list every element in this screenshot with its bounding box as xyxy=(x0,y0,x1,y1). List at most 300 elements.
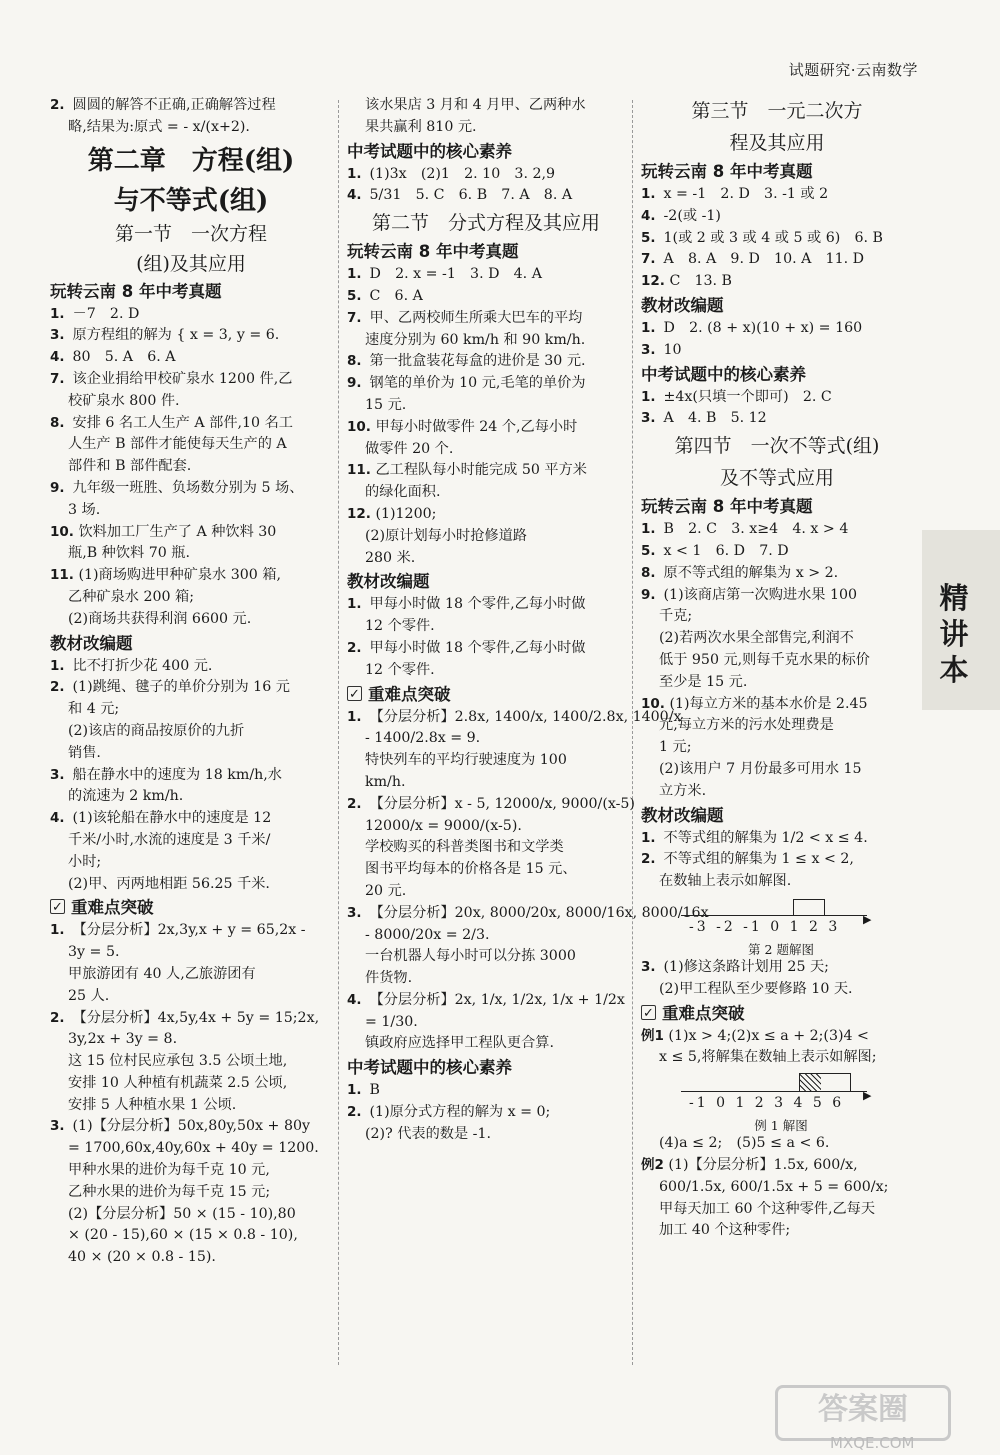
answer-text: 教材改编题 xyxy=(347,572,430,592)
answer-line xyxy=(50,543,332,565)
section-heading xyxy=(641,159,913,184)
answer-text: 的绿化面积. xyxy=(365,484,441,501)
section-heading xyxy=(50,631,332,656)
answer-line xyxy=(50,1095,332,1117)
answer-line xyxy=(347,750,625,772)
answer-text: 【分层分析】2.8x, 1400/x, 1400/2.8x, 1400/x xyxy=(369,708,682,725)
answer-line xyxy=(641,759,913,781)
answer-text: 的流速为 2 km/h. xyxy=(68,788,184,805)
question-number: 3. xyxy=(641,341,656,358)
answer-line xyxy=(50,1160,332,1182)
checkbox-icon xyxy=(641,1005,656,1020)
answer-text: 安排 10 人种植有机蔬菜 2.5 公顷, xyxy=(68,1074,288,1091)
question-number: 10. xyxy=(641,695,665,712)
answer-line xyxy=(347,616,625,638)
column-divider xyxy=(632,100,633,1365)
answer-text: (1)【分层分析】1.5x, 600/x, xyxy=(668,1156,858,1173)
answer-text: 做零件 20 个. xyxy=(365,440,454,457)
question-number: 3. xyxy=(641,958,656,975)
answer-line xyxy=(50,1008,332,1030)
answer-text: 乙工程队每小时能完成 50 平方米 xyxy=(375,462,587,479)
answer-text: 钢笔的单价为 10 元,毛笔的单价为 xyxy=(369,375,586,392)
answer-line xyxy=(50,920,332,942)
section-heading xyxy=(641,362,913,387)
number-line-ticks: -1 0 1 2 3 4 5 6 xyxy=(689,1095,845,1112)
answer-text: 10 xyxy=(663,341,682,358)
answer-text: D 2. x = -1 3. D 4. A xyxy=(369,266,542,283)
answer-text: 瓶,B 种饮料 70 瓶. xyxy=(68,545,190,562)
answer-line xyxy=(50,699,332,721)
answer-text: (1)x > 4;(2)x ≤ a + 2;(3)4 < xyxy=(668,1027,869,1044)
answer-text: 40 × (20 × 0.8 - 15). xyxy=(68,1249,216,1266)
answer-text: (1)3x (2)1 2. 10 3. 2,9 xyxy=(369,165,556,182)
answer-line xyxy=(347,264,625,286)
answer-line xyxy=(347,1012,625,1034)
question-number: 3. xyxy=(50,327,65,344)
answer-line xyxy=(641,318,913,340)
answer-text: C 6. A xyxy=(369,287,423,304)
answer-text: (组)及其应用 xyxy=(136,252,246,275)
answer-text: B 2. C 3. x≥4 4. x > 4 xyxy=(663,521,849,538)
solution-range-mark xyxy=(793,899,825,916)
answer-column-1 xyxy=(50,95,332,1269)
number-line-ticks: -3 -2 -1 0 1 2 3 xyxy=(689,918,841,935)
chapter-title xyxy=(641,462,913,494)
answer-text: 一台机器人每小时可以分拣 3000 xyxy=(365,948,576,965)
answer-text: 在数轴上表示如解图. xyxy=(659,873,792,890)
number-line-figure xyxy=(681,893,881,957)
solution-hatch xyxy=(799,1073,821,1091)
answer-text: 略,结果为:原式 = - x/(x+2). xyxy=(68,118,250,135)
answer-text: 第三节 一元二次方 xyxy=(691,100,863,122)
answer-line xyxy=(347,95,625,117)
question-number: 1. xyxy=(50,305,65,322)
section-heading xyxy=(641,803,913,828)
answer-line xyxy=(50,456,332,478)
question-number: 1. xyxy=(347,266,362,283)
answer-text: 图书平均每本的价格各是 15 元、 xyxy=(365,861,577,878)
answer-text: 12 个零件. xyxy=(365,661,435,678)
answer-text: 80 5. A 6. A xyxy=(72,349,176,366)
question-number: 2. xyxy=(347,639,362,656)
answer-text: 甲每小时做 18 个零件,乙每小时做 xyxy=(369,639,586,656)
answer-text: 九年级一班胜、负场数分别为 5 场、 xyxy=(72,479,304,496)
answer-line xyxy=(347,185,625,207)
answer-text: 安排 6 名工人生产 A 部件,10 名工 xyxy=(72,414,293,431)
answer-text: B xyxy=(369,1082,380,1099)
answer-text: 与不等式(组) xyxy=(113,185,269,216)
question-number: 12. xyxy=(347,505,371,522)
answer-line xyxy=(641,628,913,650)
chapter-title xyxy=(50,249,332,279)
answer-text: 600/1.5x, 600/1.5x + 5 = 600/x; xyxy=(659,1178,889,1195)
question-number: 4. xyxy=(641,207,656,224)
answer-line xyxy=(347,1033,625,1055)
answer-text: 安排 5 人种植水果 1 公顷. xyxy=(68,1096,237,1113)
answer-text: 中考试题中的核心素养 xyxy=(347,141,512,161)
section-heading xyxy=(347,139,625,164)
answer-text: －7 2. D xyxy=(72,305,140,322)
question-number: 2. xyxy=(641,851,656,868)
answer-text: (1)1200; xyxy=(375,505,437,522)
answer-text: (2)若两次水果全部售完,利润不 xyxy=(659,630,854,647)
answer-text: 第四节 一次不等式(组) xyxy=(674,435,880,458)
answer-text: = 1700,60x,40y,60x + 40y = 1200. xyxy=(68,1140,319,1157)
answer-text: C 13. B xyxy=(669,273,732,290)
answer-text: x = -1 2. D 3. -1 或 2 xyxy=(663,186,829,202)
checkbox-icon xyxy=(50,899,65,914)
answer-line xyxy=(50,1029,332,1051)
answer-text: 人生产 B 部件才能使每天生产的 A xyxy=(68,436,287,453)
answer-text: 玩转云南 8 年中考真题 xyxy=(50,281,222,301)
answer-text: (2)甲工程队至少要修路 10 天. xyxy=(659,980,853,997)
answer-text: 千米/小时,水流的速度是 3 千米/ xyxy=(68,831,271,848)
answer-line xyxy=(50,786,332,808)
question-number: 1. xyxy=(347,596,362,613)
answer-text: 该水果店 3 月和 4 月甲、乙两种水 xyxy=(365,97,586,113)
question-number: 3. xyxy=(347,904,362,921)
figure-caption: 第 2 题解图 xyxy=(748,941,814,957)
answer-text: (1)【分层分析】50x,80y,50x + 80y xyxy=(72,1118,311,1135)
question-number: 10. xyxy=(50,523,74,540)
answer-line xyxy=(50,95,332,117)
question-number: 7. xyxy=(641,251,656,268)
answer-text: 1 元; xyxy=(659,739,692,756)
answer-line xyxy=(50,347,332,369)
question-number: 5. xyxy=(641,542,656,559)
answer-text: 重难点突破 xyxy=(368,684,451,704)
answer-text: (1)每立方米的基本水价是 2.45 xyxy=(669,695,868,712)
question-number: 2. xyxy=(347,795,362,812)
answer-text: 第二节 分式方程及其应用 xyxy=(371,212,600,235)
answer-text: 12 个零件. xyxy=(365,618,435,635)
answer-line xyxy=(641,408,913,430)
answer-line xyxy=(50,743,332,765)
running-header: 试题研究·云南数学 xyxy=(788,61,918,79)
answer-text: (2)商场共获得利润 6600 元. xyxy=(68,610,252,627)
chapter-title xyxy=(50,143,332,179)
answer-line xyxy=(641,1026,913,1048)
question-number: 4. xyxy=(50,349,65,366)
answer-text: 原不等式组的解集为 x > 2. xyxy=(663,564,839,581)
answer-line xyxy=(347,903,709,925)
answer-line xyxy=(641,387,913,409)
answer-line xyxy=(347,1124,625,1146)
answer-line xyxy=(641,184,913,206)
answer-line xyxy=(641,1155,913,1177)
answer-line xyxy=(347,117,625,139)
answer-line xyxy=(347,460,625,482)
question-number: 1. xyxy=(347,708,362,725)
answer-line xyxy=(641,871,913,893)
section-heading xyxy=(50,279,332,304)
answer-text: 千克; xyxy=(659,608,693,625)
answer-text: 【分层分析】20x, 8000/20x, 8000/16x, 8000/16x xyxy=(369,904,709,921)
answer-text: 【分层分析】2x, 1/x, 1/2x, 1/x + 1/2x xyxy=(369,991,625,1008)
answer-line xyxy=(50,765,332,787)
answer-line xyxy=(50,587,332,609)
answer-text: 3y,2x + 3y = 8. xyxy=(68,1031,178,1048)
question-number: 10. xyxy=(347,418,371,435)
answer-line xyxy=(347,395,625,417)
answer-text: 加工 40 个这种零件; xyxy=(659,1222,791,1239)
answer-line xyxy=(347,594,625,616)
answer-text: 销售. xyxy=(68,744,101,761)
number-line-axis xyxy=(681,915,867,916)
answer-line xyxy=(50,1225,332,1247)
answer-line xyxy=(50,325,332,347)
answer-line xyxy=(50,1204,332,1226)
answer-line xyxy=(347,660,625,682)
section-heading xyxy=(347,682,625,707)
answer-text: (1)原分式方程的解为 x = 0; xyxy=(369,1104,551,1121)
answer-text: 教材改编题 xyxy=(50,633,133,653)
question-number: 2. xyxy=(50,1009,65,1026)
watermark-logo: 答案圈 xyxy=(775,1385,951,1441)
answer-text: 甲旅游团有 40 人,乙旅游团有 xyxy=(68,965,256,982)
question-number: 9. xyxy=(347,375,362,392)
answer-line xyxy=(347,351,625,373)
answer-line xyxy=(347,707,682,729)
question-number: 8. xyxy=(347,353,362,370)
answer-text: 中考试题中的核心素养 xyxy=(347,1058,512,1078)
answer-line xyxy=(347,881,625,903)
answer-line xyxy=(347,482,625,504)
question-number: 7. xyxy=(50,370,65,387)
answer-line xyxy=(641,650,913,672)
question-number: 9. xyxy=(641,586,656,603)
section-heading xyxy=(347,239,625,264)
answer-text: 甲每小时做 18 个零件,乙每小时做 xyxy=(369,596,586,613)
answer-line xyxy=(50,609,332,631)
answer-text: 【分层分析】x - 5, 12000/x, 9000/(x-5) xyxy=(369,795,635,812)
answer-line xyxy=(641,206,913,228)
answer-line xyxy=(50,565,332,587)
answer-line xyxy=(347,504,625,526)
answer-text: x < 1 6. D 7. D xyxy=(663,542,789,559)
answer-line xyxy=(50,434,332,456)
answer-line xyxy=(50,656,332,678)
question-number: 4. xyxy=(347,991,362,1008)
axis-arrow-icon: ▶ xyxy=(863,912,872,926)
question-number: 5. xyxy=(641,229,656,246)
answer-line xyxy=(347,439,625,461)
question-number: 1. xyxy=(641,829,656,846)
answer-text: (2)原计划每小时抢修道路 xyxy=(365,527,527,544)
answer-text: × (20 - 15),60 × (15 × 0.8 - 10), xyxy=(68,1227,298,1244)
answer-line xyxy=(641,1199,913,1221)
answer-line xyxy=(641,606,913,628)
answer-text: km/h. xyxy=(365,773,406,790)
answer-line xyxy=(50,1116,332,1138)
answer-text: 25 人. xyxy=(68,987,110,1004)
answer-line xyxy=(50,1051,332,1073)
answer-line xyxy=(50,478,332,500)
chapter-title xyxy=(641,430,913,462)
answer-text: D 2. (8 + x)(10 + x) = 160 xyxy=(663,319,863,336)
section-heading xyxy=(641,1001,913,1026)
answer-text: 第一节 一次方程 xyxy=(114,222,267,245)
question-number: 1. xyxy=(347,1082,362,1099)
question-number: 1. xyxy=(50,922,65,939)
answer-text: 甲每小时做零件 24 个,乙每小时 xyxy=(375,418,578,435)
answer-line xyxy=(50,852,332,874)
question-number: 1. xyxy=(641,186,656,202)
answer-line xyxy=(347,794,635,816)
question-number: 11. xyxy=(50,567,74,584)
answer-line xyxy=(347,638,625,660)
question-number: 2. xyxy=(50,679,65,696)
answer-line xyxy=(50,677,332,699)
question-number: 4. xyxy=(50,810,65,827)
answer-text: 【分层分析】4x,5y,4x + 5y = 15;2x, xyxy=(72,1009,320,1026)
answer-text: (4)a ≤ 2; (5)5 ≤ a < 6. xyxy=(659,1135,830,1152)
answer-line xyxy=(347,990,625,1012)
answer-text: 12000/x = 9000/(x-5). xyxy=(365,817,522,834)
answer-text: 乙种水果的进价为每千克 15 元; xyxy=(68,1183,271,1200)
answer-text: 圆圆的解答不正确,正确解答过程 xyxy=(72,97,276,113)
answer-line xyxy=(641,541,913,563)
answer-line xyxy=(347,859,625,881)
answer-text: 甲每天加工 60 个这种零件,乙每天 xyxy=(659,1200,876,1217)
answer-line xyxy=(50,500,332,522)
answer-text: x ≤ 5,将解集在数轴上表示如解图; xyxy=(659,1049,877,1066)
answer-text: 小时; xyxy=(68,853,102,870)
answer-line xyxy=(641,1047,913,1069)
question-number: 2. xyxy=(50,97,65,113)
chapter-title xyxy=(347,207,625,239)
answer-line xyxy=(50,808,332,830)
answer-text: - 8000/20x = 2/3. xyxy=(365,926,490,943)
answer-text: 和 4 元; xyxy=(68,701,120,718)
answer-text: 件货物. xyxy=(365,970,413,987)
answer-line xyxy=(50,942,332,964)
question-number: 11. xyxy=(347,462,371,479)
answer-text: (2)该店的商品按原价的九折 xyxy=(68,722,245,739)
answer-line xyxy=(641,828,913,850)
question-number: 8. xyxy=(641,564,656,581)
answer-text: (2)该用户 7 月份最多可用水 15 xyxy=(659,760,862,777)
answer-text: 这 15 位村民应承包 3.5 公顷土地, xyxy=(68,1053,288,1070)
answer-text: -2(或 -1) xyxy=(663,207,721,224)
answer-text: 3 场. xyxy=(68,501,101,518)
question-number: 1. xyxy=(50,657,65,674)
answer-text: 特快列车的平均行驶速度为 100 xyxy=(365,752,567,769)
question-number: 例1 xyxy=(641,1027,664,1044)
checkbox-icon xyxy=(347,686,362,701)
answer-line xyxy=(347,925,625,947)
answer-text: (1)该商店第一次购进水果 100 xyxy=(663,586,858,603)
answer-text: 乙种矿泉水 200 箱; xyxy=(68,588,195,605)
section-heading xyxy=(641,293,913,318)
answer-text: 【分层分析】2x,3y,x + y = 65,2x - xyxy=(72,922,306,939)
answer-line xyxy=(641,672,913,694)
answer-text: (2)甲、丙两地相距 56.25 千米. xyxy=(68,875,270,892)
answer-text: 5/31 5. C 6. B 7. A 8. A xyxy=(369,187,573,204)
answer-line xyxy=(347,1102,625,1124)
answer-text: (1)商场购进甲种矿泉水 300 箱, xyxy=(78,567,282,584)
answer-line xyxy=(347,1080,625,1102)
answer-text: 镇政府应选择甲工程队更合算. xyxy=(365,1035,554,1052)
question-number: 12. xyxy=(641,273,665,290)
answer-line xyxy=(347,946,625,968)
question-number: 2. xyxy=(347,1104,362,1121)
answer-line xyxy=(50,1182,332,1204)
answer-line xyxy=(347,837,625,859)
answer-line xyxy=(50,117,332,139)
answer-line xyxy=(641,519,913,541)
answer-text: 立方米. xyxy=(659,782,707,799)
answer-line xyxy=(50,874,332,896)
answer-line xyxy=(50,1138,332,1160)
answer-line xyxy=(347,164,625,186)
answer-line xyxy=(641,249,913,271)
answer-text: 教材改编题 xyxy=(641,295,724,315)
answer-line xyxy=(641,737,913,759)
answer-text: 原方程组的解为 { x = 3, y = 6. xyxy=(72,327,280,344)
question-number: 例2 xyxy=(641,1156,664,1173)
question-number: 8. xyxy=(50,414,65,431)
question-number: 4. xyxy=(347,187,362,204)
question-number: 1. xyxy=(347,165,362,182)
answer-line xyxy=(50,986,332,1008)
answer-line xyxy=(50,304,332,326)
answer-text: 玩转云南 8 年中考真题 xyxy=(347,242,519,262)
answer-line xyxy=(50,1247,332,1269)
answer-line xyxy=(641,1177,913,1199)
question-number: 5. xyxy=(347,287,362,304)
answer-text: 程及其应用 xyxy=(729,132,825,154)
answer-text: (2)? 代表的数是 -1. xyxy=(365,1125,491,1142)
answer-line xyxy=(641,340,913,362)
section-heading xyxy=(641,494,913,519)
answer-text: 20 元. xyxy=(365,882,407,899)
answer-line xyxy=(347,548,625,570)
answer-text: 果共赢利 810 元. xyxy=(365,118,477,135)
question-number: 7. xyxy=(347,309,362,326)
answer-text: 280 米. xyxy=(365,549,416,566)
answer-text: 部件和 B 部件配套. xyxy=(68,458,192,475)
answer-text: 中考试题中的核心素养 xyxy=(641,364,806,384)
watermark-url: MXQE.COM xyxy=(830,1434,915,1452)
answer-line xyxy=(50,413,332,435)
answer-text: 船在静水中的速度为 18 km/h,水 xyxy=(72,766,282,783)
answer-line xyxy=(641,694,913,716)
side-tab-label: 精讲本 xyxy=(939,581,969,687)
answer-text: 元,每立方米的污水处理费是 xyxy=(659,717,834,734)
chapter-title xyxy=(641,127,913,159)
answer-text: 重难点突破 xyxy=(662,1003,745,1023)
answer-text: (1)该轮船在静水中的速度是 12 xyxy=(72,810,272,827)
section-heading xyxy=(50,895,332,920)
answer-line xyxy=(641,1220,913,1242)
answer-text: 不等式组的解集为 1/2 < x ≤ 4. xyxy=(663,829,868,846)
answer-line xyxy=(641,228,913,250)
section-heading xyxy=(347,1055,625,1080)
chapter-title xyxy=(50,183,332,219)
answer-line xyxy=(641,715,913,737)
answer-line xyxy=(347,728,625,750)
question-number: 3. xyxy=(641,410,656,427)
answer-line xyxy=(347,373,625,395)
answer-text: 至少是 15 元. xyxy=(659,673,748,690)
answer-text: A 8. A 9. D 10. A 11. D xyxy=(663,251,864,268)
chapter-title xyxy=(50,219,332,249)
answer-line xyxy=(641,849,913,871)
answer-text: (1)修这条路计划用 25 天; xyxy=(663,958,829,975)
answer-text: 15 元. xyxy=(365,396,407,413)
answer-line xyxy=(347,772,625,794)
